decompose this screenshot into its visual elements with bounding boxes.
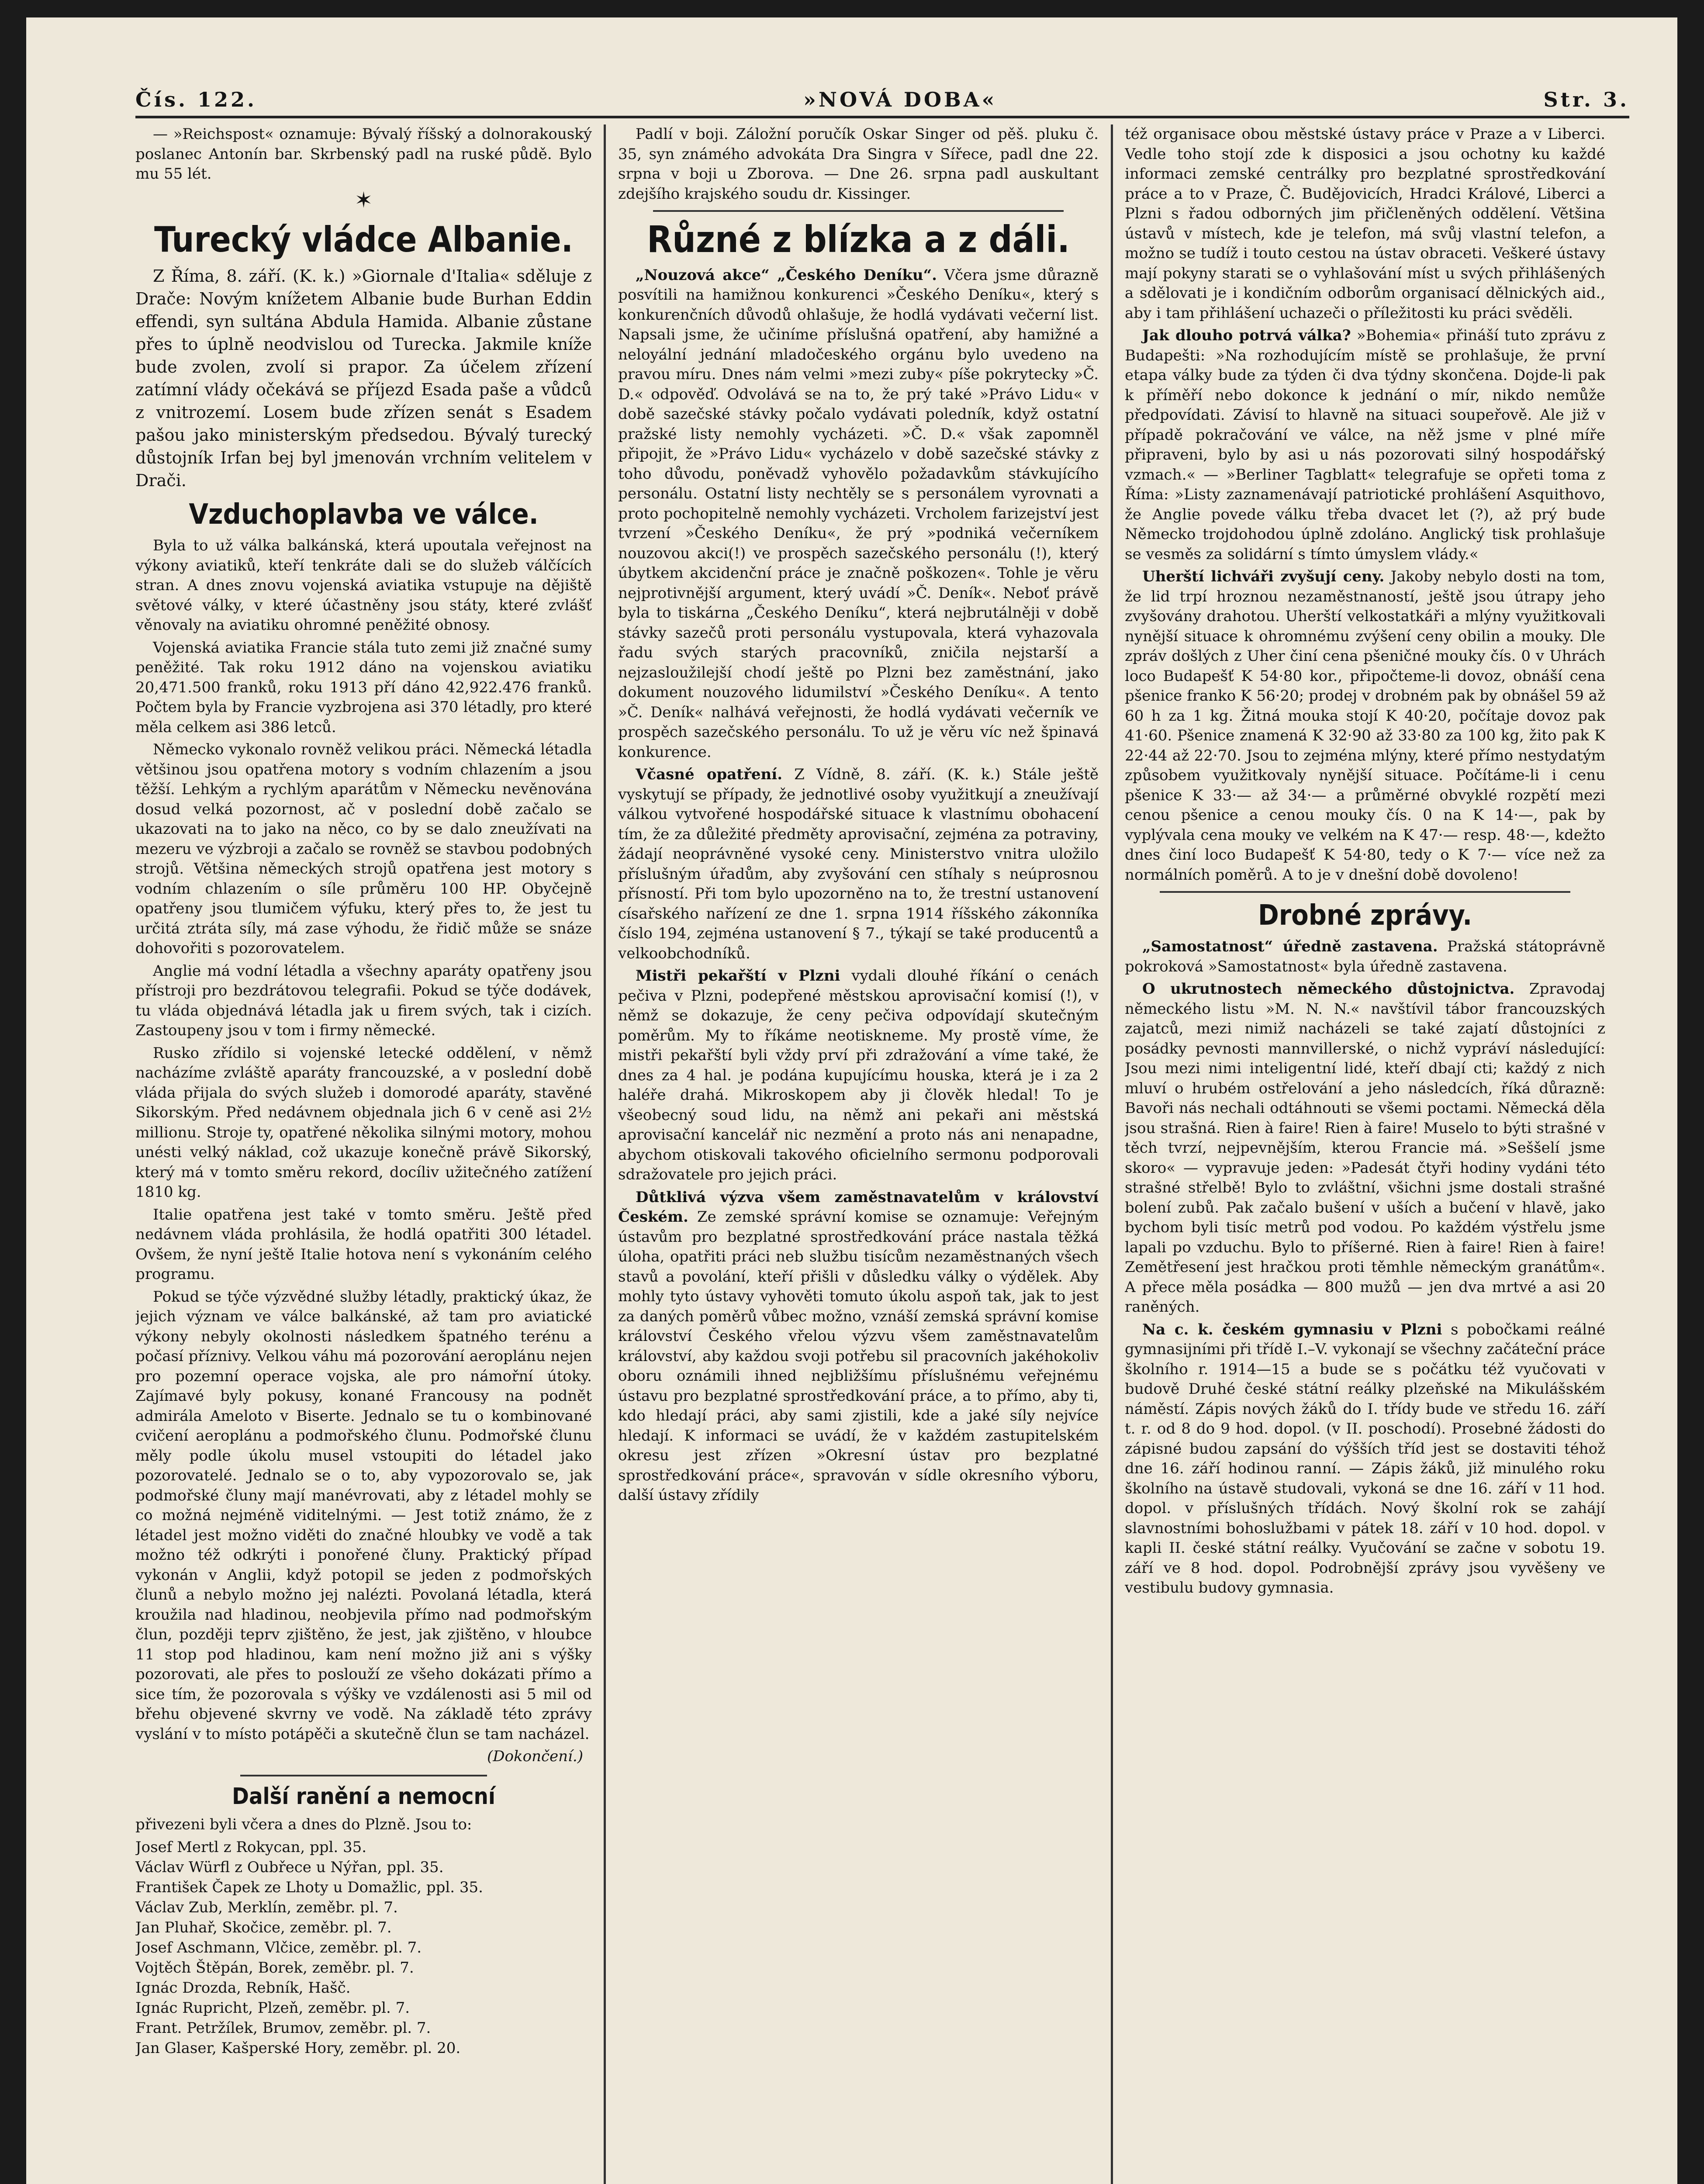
timely-measures-article [618, 765, 1099, 964]
column-2 [618, 124, 1099, 2184]
aviation-paragraph: Byla to už válka balkánská, která upoutala veřejnost na výkony aviatiků, kteří tenkráte dali se do služeb válčících stran. A dnes znovu vojenská aviatika vstupuje na dějiště světové války, v které účastněny jsou státy, které zvlášť věnovaly na aviatiku ohromné peněžité obnosy. [135, 537, 592, 634]
column-divider-1 [604, 124, 606, 2184]
wounded-entry: Václav Würfl z Oubřece u Nýřan, ppl. 35. [135, 1859, 444, 1876]
relief-action-lead: „Nouzová akce“ „Českého Deníku“. [636, 266, 937, 284]
aviation-paragraph: Rusko zřídilo si vojenské letecké oddělení, v němž nacházíme zvláště aparáty francouzské, a v poslední době vláda přijala do svých služeb i domorodé aparáty, stavěné Sikorským. Před nedávnem objednala jich 6 v ceně asi 2½ millionu. Stroje ty, opatřené několika silnými motory, mohou unésti velký náklad, což ukazuje konečně právě Sikorský, který má v tomto směru rekord, docíliv užitečného zatížení 1810 kg. [135, 1044, 592, 1201]
relief-action-article [618, 266, 1099, 763]
aviation-continuation: (Dokončení.) [487, 1748, 583, 1765]
page-header [135, 72, 1629, 111]
samostatnost-lead: „Samostatnost“ úředně zastavena. [1142, 938, 1438, 956]
bakers-lead: Mistři pekařští v Plzni [636, 967, 840, 985]
aviation-paragraph: Pokud se týče výzvědné služby létadly, praktický úkaz, že jejich význam ve válce balkánské, až tam pro aviatické výkony nebyly okolnosti následkem špatného terénu a počasí příznivy. Velkou váhu má pozorování aeroplánu nejen pro pozemní operace vojska, ale pro námořní útoky. Zajímavé byly pokusy, konané Francousy na podnět admirála Ameloto v Biserte. Jednalo se tu o kombinované cvičení aeroplánu a podmořského člunu. Podmořské člunu měly podle úkolu musel vstoupiti do létadel jako pozorovatelé. Jednalo se o to, aby vypozorovalo se, jak podmořské čluny mají manévrovati, aby z létadel mohly se co možná nejméně viditelnými. — Jest totiž známo, že z létadel jest možno viděti do značné hloubky ve vodě a tak možno též odkrýti i ponořené čluny. Praktický případ vykonán v Anglii, když potopil se jeden z podmořských člunů a nebylo možno jej nalézti. Povolaná létadla, která kroužila nad hladinou, neobjevila přímo nad podmořským člun, později teprv zjištěno, že jest, jak zjištěno, v hloubce 11 stop pod hladinou, kam není možno již ani s výšky pozorovati, ale přes to poslouží ze všeho dokázati přímo a sice tím, že pozorovala s výšky ve vzdálenosti asi 5 mil od břehu objevené skvrny ve vodě. Na základě této zprávy vyslání v to místo potápěči a skutečně člun se tam nacházel. [135, 1288, 592, 1743]
section-rule [1160, 891, 1570, 893]
wounded-entry: Jan Glaser, Kašperské Hory, zeměbr. pl. 20. [135, 2039, 461, 2057]
employers-article [618, 1188, 1099, 1506]
fallen-note: Padlí v boji. Záložní poručík Oskar Singer od pěš. pluku č. 35, syn známého advokáta Dra Singra v Sířece, padl dne 22. srpna v boji u Zborova. — Dne 26. srpna padl auskultant zdejšího krajského soudu dr. Kissinger. [618, 125, 1099, 203]
wounded-intro: přivezeni byli včera a dnes do Plzně. Jsou to: [135, 1815, 472, 1833]
aviation-paragraph: Vojenská aviatika Francie stála tuto zemi již značné sumy peněžité. Tak roku 1912 dáno na vojenskou aviatiku 20,471.500 franků, roku 1913 pří dáno 42,922.476 franků. Počtem byla by Francie vyzbrojena asi 370 létadly, pro které měla celkem asi 386 letců. [135, 639, 592, 736]
albania-article: Z Říma, 8. září. (K. k.) »Giornale d'Italia« sděluje z Drače: Novým knížetem Albanie bude Burhan Eddin effendi, syn sultána Abdula Hamida. Albanie zůstane přes to úplně neodvislou od Turecka. Jakmile kníže bude zvolen, zvolí si prapor. Za účelem zřízení zatímní vlády očekává se příjezd Esada paše a vůdců z vnitrozemí. Losem bude zřízen senát s Esadem pašou jako ministerským předsedou. Bývalý turecký důstojník Irfan bej byl jmenován vrchním velitelem v Drači. [135, 266, 592, 490]
atrocities-body: Zpravodaj německého listu »M. N. N.« navštívil tábor francouzských zajatců, mezi nimiž nacházeli se také zajatí důstojníci z posádky pevnosti mannvillerské, o nichž vypráví následující: Jsou mezi nimi inteligentní lidé, kteří dbají cti; každý z nich mluví o hrubém ostřelování a jeho následcích, říká důrazně: Bavoři nás nechali odtáhnouti se všemi poctami. Německá děla jsou strašná. Rien à faire! Rien à faire! Muselo to býti strašné v těch tvrzí, nejpevnějším, kterou Francie má. »Seššelí jsme skoro« — vypravuje jeden: »Padesát čtyři hodiny vydáni této strašné střelbě! Bylo to zvláštní, všichni jsme dostali strašné bolení zubů. Pak začalo bušení v uších a bučení v hlavě, jako bychom byli tisíc metrů pod vodou. Po každém výstřelu jsme lapali po vzduchu. Bylo to příšerné. Rien à faire! Rien à faire! Zemětřesení jest hračkou proti těmhle německým granátům«. A přece měla posádka — 800 mužů — jen dva mrtvé a asi 20 raněných. [1125, 980, 1605, 1316]
aviation-headline: Vzduchoplavba ve válce. [189, 498, 539, 531]
wounded-entry: Josef Aschmann, Vlčice, zeměbr. pl. 7. [135, 1939, 422, 1957]
usurers-lead: Uherští lichváři zvyšují ceny. [1142, 568, 1385, 585]
reichspost-note: — »Reichspost« oznamuje: Bývalý říšský a dolnorakouský poslanec Antonín bar. Skrbenský padl na ruské půdě. Bylo mu 55 lét. [135, 125, 592, 183]
wounded-entry: Jan Pluhař, Skočice, zeměbr. pl. 7. [135, 1919, 392, 1937]
usurers-article [1125, 567, 1605, 885]
samostatnost-body: Pražská státoprávně pokroková »Samostatnost« byla úředně zastavena. [1125, 938, 1605, 975]
usurers-body: Jakoby nebylo dosti na tom, že lid trpí hroznou nezaměstnaností, ještě jsou útrapy jeho zvyšovány drahotou. Uherští velkostatkáři a mlýny využitkovali nynější situace k ohromnému zvýšení ceny obilin a mouky. Dle zpráv došlých z Uher činí cena pšeničné mouky čís. 0 v Uhrách loco Budapešť K 54·80 kor., připočteme-li dovoz, obnáší cena pšenice franko K 56·20; prodej v drobném pak by obnášel 59 až 60 h za 1 kg. Žitná mouka stojí K 40·20, počítaje dovoz pak 41·60. Pšenice znamená K 32·90 až 33·80 za 100 kg, žito pak K 22·44 až 22·70. Jsou to zejména mlýny, které přímo nestydatým způsobem využitkovaly nynější situace. Počítáme-li i cenu pšenice K 33·— až 34·— a průměrné obvyklé rozpětí mezi cenou pšenice a cenou mouky čís. 0 na K 14·—, pak by vyplývala cena mouky ve velkém na K 47·— resp. 48·—, kdežto dnes činí loco Budapešť K 54·80, tedy o K 7·— více než za normálních poměrů. A to je v dnešní době dovoleno! [1125, 568, 1605, 884]
war-length-body: »Bohemia« přináší tuto zprávu z Budapešti: »Na rozhodujícím místě se prohlašuje, že první etapa války bude za týden či dva týdny skončena. Dojde-li pak k příměří nebo dokonce k jednání o mír, nikdo nemůže předpovídati. Závisí to hlavně na situaci soupeřově. Ale již v případě pokračování ve válce, na něž jsme v plné míře připraveni, bylo by asi u nás pozorovati silný hospodářský vzmach.« — »Berliner Tagblatt« telegrafuje se opřeti toma z Říma: »Listy zaznamenávají patriotické prohlášení Asquithovo, že Anglie povede válku třeba dvacet let (?), až prý bude Německo trojdohodou úplně zdoláno. Anglický tisk prohlašuje se vesměs za solidární s tímto úmyslem vlády.« [1125, 327, 1605, 563]
wounded-entry: Frant. Petržílek, Brumov, zeměbr. pl. 7. [135, 2019, 431, 2037]
employers-continuation: též organisace obou městské ústavy práce v Praze a v Liberci. Vedle toho stojí zde k disposici a jsou ochotny ku každé informaci zemské centrálky pro bezplatné sprostředkování práce a to v Praze, Č. Budějovicích, Hradci Králové, Liberci a Plzni s řadou odborných jim přičleněných oddělení. Většina ústavů v místech, kde je telefon, má svůj vlastní telefon, a možno se tudíž i touto cestou na ústav obraceti. Veškeré ústavy mají pokyny starati se o vyhlašování míst u svých přihlášených a sdělovati je i kondičním odborům organisací dělnických aid., aby i tam přihlášení uchazeči o příležitosti ku práci svěděli. [1125, 125, 1605, 322]
gymnasium-article [1125, 1320, 1605, 1598]
wounded-entry: Vojtěch Štěpán, Borek, zeměbr. pl. 7. [135, 1959, 414, 1977]
bakers-article [618, 966, 1099, 1185]
bakers-body: vydali dlouhé říkání o cenách pečiva v Plzni, podepřené městskou aprovisační komisí (!), v němž se dokazuje, že ceny pečiva odpovídají skutečným poměrům. My to říkáme neotiskneme. My prostě víme, že mistři pekařští byli vždy prví při zdražování a víme také, že dnes za 4 hal. je podána kupujícímu houska, která je i za 2 haléře drahá. Mikroskopem aby ji člověk hledal! To je všeobecný soud lidu, na němž ani pekaři ani městská aprovisační kancelář nic nezmění a proto nás ani nenapadne, abychom otiskovali takového oficielního sermonu podporovali sdražovatele pro jejich práci. [618, 967, 1099, 1184]
aviation-paragraph: Anglie má vodní létadla a všechny aparáty opatřeny jsou přístroji pro bezdrátovou telegrafii. Pokud se týče dodávek, tu vláda objednává létadla jak u firem svých, tak i cizích. Zastoupeny jsou v tom i firmy německé. [135, 962, 592, 1039]
newspaper-title: »NOVÁ DOBA« [803, 88, 997, 111]
page-number: Str. 3. [1543, 88, 1629, 111]
small-news-headline: Drobné zprávy. [1258, 899, 1472, 932]
wounded-entry: Ignác Drozda, Rebník, Hašč. [135, 1979, 351, 1997]
column-1 [135, 124, 592, 2184]
employers-body: Ze zemské správní komise se oznamuje: Veřejným ústavům pro bezplatné sprostředkování práce nastala těžká úloha, opatřiti práci neb službu tisícům nezaměstnaných všech stavů a povolání, kteří přišli v důsledku války o výdělek. Aby mohly tyto ústavy vyhověti tomuto úkolu aspoň tak, jak to jest za daných poměrů vůbec možno, vznáší zemská správní komise království Českého vřelou výzvu všem zaměstnavatelům království, aby každou svoji potřebu sil pracovních jakéhokoliv oboru oznámili ihned nejbližšímu příslušnému veřejnému ústavu pro bezplatné sprostředkování práce, a to přímo, aby ti, kdo hledají práci, aby sami zjistili, kde a jaké síly nejvíce hledají. K informaci se uvádí, že v každém zastupitelském okresu jest zřízen »Okresní ústav pro bezplatné sprostředkování práce«, spravován v sídle okresního výboru, další ústavy zřídily [618, 1208, 1099, 1504]
wounded-entry: Josef Mertl z Rokycan, ppl. 35. [135, 1838, 367, 1856]
war-length-article [1125, 326, 1605, 564]
albania-headline: Turecký vládce Albanie. [154, 219, 574, 260]
newspaper-page [26, 17, 1677, 2184]
section-rule [653, 210, 1064, 212]
gymnasium-body: s pobočkami reálné gymnasijními při třídě I.–V. vykonají se všechny začáteční práce školního r. 1914—15 a bude se s počátku též vyučovati v budově Druhé české státní reálky plzeňské na Mikulášském náměstí. Zápis nových žáků do I. třídy bude ve středu 16. září t. r. od 8 do 9 hod. dopol. (v II. poschodí). Prosebné žádosti do zápisné budou zapsání do výšších tříd jest se dostaviti téhož dne 16. září hodinou ranní. — Zápis žáků, již minulého roku školního na ústavě studovali, vykoná se dne 16. září v 11 hod. dopol. v příslušných třídách. Nový školní rok se zahájí slavnostními bohoslužbami v pátek 18. září v 10 hod. dopol. v kapli II. české státní reálky. Vyučování se začne v sobotu 19. září ve 8 hod. dopol. Podrobnější zprávy jsou vyvěšeny ve vestibulu budovy gymnasia. [1125, 1320, 1605, 1597]
aviation-article [135, 536, 592, 1767]
aviation-paragraph: Italie opatřena jest také v tomto směru. Ještě před nedávnem vláda prohlásila, že hodlá opatřiti 300 létadel. Ovšem, že nyní ještě Italie hotova není s vykonáním celého programu. [135, 1206, 592, 1283]
issue-number: Čís. 122. [135, 88, 257, 111]
wounded-entry: František Čapek ze Lhoty u Domažlic, ppl. 35. [135, 1879, 483, 1897]
star-ornament: ✶ [354, 187, 373, 213]
timely-measures-body: Z Vídně, 8. září. (K. k.) Stále ještě vyskytují se případy, že jednotlivé osoby využitkují a zneužívají válkou vytvořené hospodářské situace k vlastnímu obohacení tím, že za důležité předměty aprovisační, zejména za potraviny, žádají neoprávněné vysoké ceny. Ministerstvo vnitra uložilo příslušným úřadům, aby zvyšování cen stíhaly s neúprosnou přísností. Při tom bylo upozorněno na to, že trestní ustanovení císařského nařízení ze dne 1. srpna 1914 říšského zákonníka číslo 194, zejména ustanovení § 7., týkají se také producentů a velkoobchodníků. [618, 766, 1099, 962]
aviation-paragraph: Německo vykonalo rovněž velikou práci. Německá létadla většinou jsou opatřena motory s vodním chlazením a jsou těžší. Lehkým a rychlým aparátům v Německu nevěnována dosud velká pozornost, ač v poslední době začalo se ukazovati na to jako na něco, co by se dalo zneužívati na mezeru ve výzbroji a začalo se rovněž se stavbou podobných strojů. Většina německých strojů opatřena jest motory s vodním chlazením o síle průměru 100 HP. Obyčejně opatřeny jsou tlumičem výfuku, který přes to, že jest tu určitá ztráta síly, má zase výhodu, že řidič může se snáze dohovořiti s pozorovatelem. [135, 741, 592, 957]
header-rule [135, 116, 1629, 118]
timely-measures-lead: Včasné opatření. [636, 766, 783, 784]
section-rule [240, 1775, 487, 1776]
atrocities-article [1125, 979, 1605, 1317]
relief-action-body: Včera jsme důrazně posvítili na hamižnou konkurenci »Českého Deníku«, který s konkurenčních důvodů ohlašuje, že hodlá vydávati večerní list. Napsali jsme, že učiníme příslušná opatření, aby hamižné a neloyální jednání mladočeského orgánu bylo uvedeno na pravou míru. Dnes nám velmi »mezi zuby« píše pokrytecky »Č. D.« odpověď. Odvolává se na to, že prý také »Právo Lidu« v době sazečské stávky počalo vydávati poledník, když ostatní pražské listy nemohly vycházeti. »Č. D.« však zapomněl připojit, že »Právo Lidu« vycházelo v době sazečské stávky z toho důvodu, poněvadž vyhovělo požadavkům stávkujícího personálu. Ostatní listy nechtěly se s personálem vyrovnati a proto pochopitelně nemohly vycházeti. Vrcholem farizejství jest tvrzení »Českého Deníku«, že prý »podniká večerníkem nouzovou akci(!) ve prospěch sazečského personálu (!), který úbytkem akcidenční práce je značně poškozen«. Tohle je věru nejprotivnější argument, který uvádí »Č. Deník«. Neboť právě byla to tiskárna „Českého Deníku“, která nejbrutálněji v době stávky sazečů proti personálu vystupovala, která vyhazovala řadu svých starých pracovníků, zničila nejstarší a nejzasloužilejší chodí ještě po Plzni bez zaměstnání, jako dokument nouzového lidumilství »Českého Deníku«. A tento »Č. Deník« nalhává veřejnosti, že hodlá vydávati večerník ve prospěch sazečského personálu. To už je věru víc než špinavá konkurence. [618, 266, 1099, 761]
wounded-list [135, 1837, 592, 2058]
column-3 [1125, 124, 1605, 2184]
employers-lead: Důtklivá výzva všem zaměstnavatelům v království Českém. [618, 1188, 1099, 1226]
samostatnost-article [1125, 937, 1605, 977]
various-news-headline: Různé z blízka a z dáli. [646, 218, 1070, 261]
gymnasium-lead: Na c. k. českém gymnasiu v Plzni [1142, 1320, 1442, 1338]
wounded-entry: Václav Zub, Merklín, zeměbr. pl. 7. [135, 1899, 398, 1917]
column-divider-2 [1111, 124, 1113, 2184]
wounded-headline: Další ranění a nemocní [232, 1783, 495, 1810]
atrocities-lead: O ukrutnostech německého důstojnictva. [1142, 980, 1515, 998]
wounded-entry: Ignác Rupricht, Plzeň, zeměbr. pl. 7. [135, 1999, 410, 2017]
war-length-lead: Jak dlouho potrvá válka? [1142, 327, 1351, 344]
